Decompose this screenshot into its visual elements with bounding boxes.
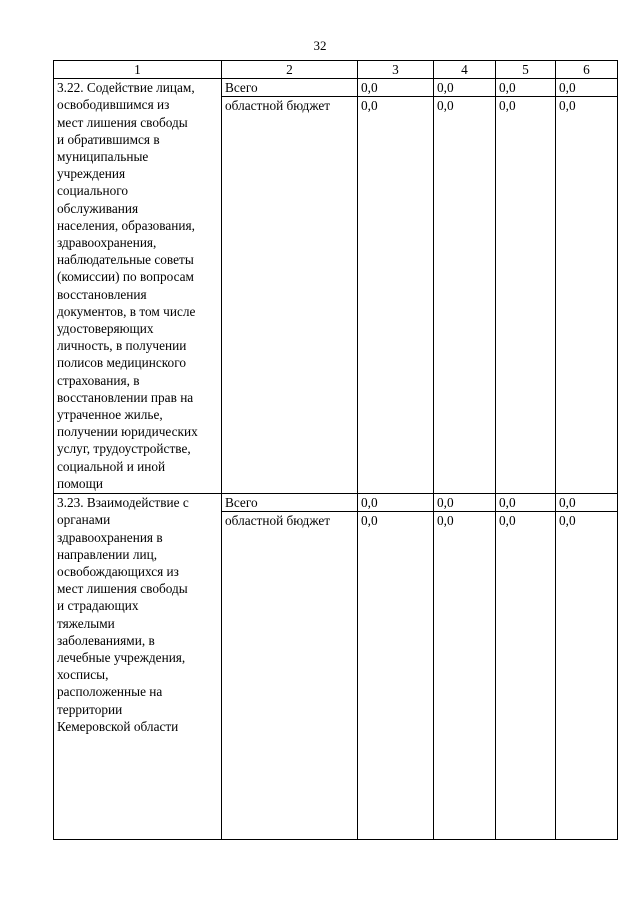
funding-source-regional: областной бюджет [225, 513, 331, 529]
page-number: 32 [313, 38, 327, 53]
table-row [54, 79, 618, 494]
value-cell-col6 [556, 494, 618, 840]
header-col-3: 3 [358, 61, 434, 79]
funding-source-cell [222, 494, 358, 840]
header-row [54, 61, 618, 79]
value-total: 0,0 [434, 79, 495, 97]
header-col-1: 1 [54, 61, 222, 79]
funding-source-regional: областной бюджет [225, 98, 331, 114]
value-cell-col4 [434, 494, 496, 840]
value-total: 0,0 [556, 79, 617, 97]
value-total: 0,0 [556, 494, 617, 512]
value-cell-col5 [496, 494, 556, 840]
value-regional: 0,0 [499, 98, 516, 114]
value-regional: 0,0 [499, 513, 516, 529]
value-regional: 0,0 [437, 98, 454, 114]
measure-description: 3.22. Содействие лицам, освободившимся из мест лишения свободы и обратившимся в муниципальные учреждения социального обслуживания населения, образования, здравоохранения, наблюдательные советы (комиссии) по вопросам восстановления документов, в том числе удостоверяющих личность, в получении полисов медицинского страхования, в восстановлении прав на утраченное жилье, получении юридических услуг, трудоустройстве, социальной и иной помощи [54, 79, 222, 494]
value-regional: 0,0 [559, 98, 576, 114]
value-cell-col6 [556, 79, 618, 494]
financing-table [53, 60, 618, 840]
funding-source-total: Всего [222, 79, 357, 97]
value-cell-col5 [496, 79, 556, 494]
value-regional: 0,0 [361, 98, 378, 114]
value-total: 0,0 [496, 79, 555, 97]
value-cell-col3 [358, 79, 434, 494]
header-col-5: 5 [496, 61, 556, 79]
value-total: 0,0 [496, 494, 555, 512]
header-col-4: 4 [434, 61, 496, 79]
funding-source-total: Всего [222, 494, 357, 512]
funding-source-cell [222, 79, 358, 494]
value-cell-col3 [358, 494, 434, 840]
value-regional: 0,0 [559, 513, 576, 529]
header-col-2: 2 [222, 61, 358, 79]
value-regional: 0,0 [361, 513, 378, 529]
value-total: 0,0 [358, 494, 433, 512]
measure-description: 3.23. Взаимодействие с органами здравоохранения в направлении лиц, освобождающихся из мест лишения свободы и страдающих тяжелыми заболеваниями, в лечебные учреждения, хосписы, расположенные на территории Кемеровской области [54, 494, 222, 840]
value-total: 0,0 [358, 79, 433, 97]
value-cell-col4 [434, 79, 496, 494]
table-row [54, 494, 618, 840]
value-total: 0,0 [434, 494, 495, 512]
header-col-6: 6 [556, 61, 618, 79]
value-regional: 0,0 [437, 513, 454, 529]
